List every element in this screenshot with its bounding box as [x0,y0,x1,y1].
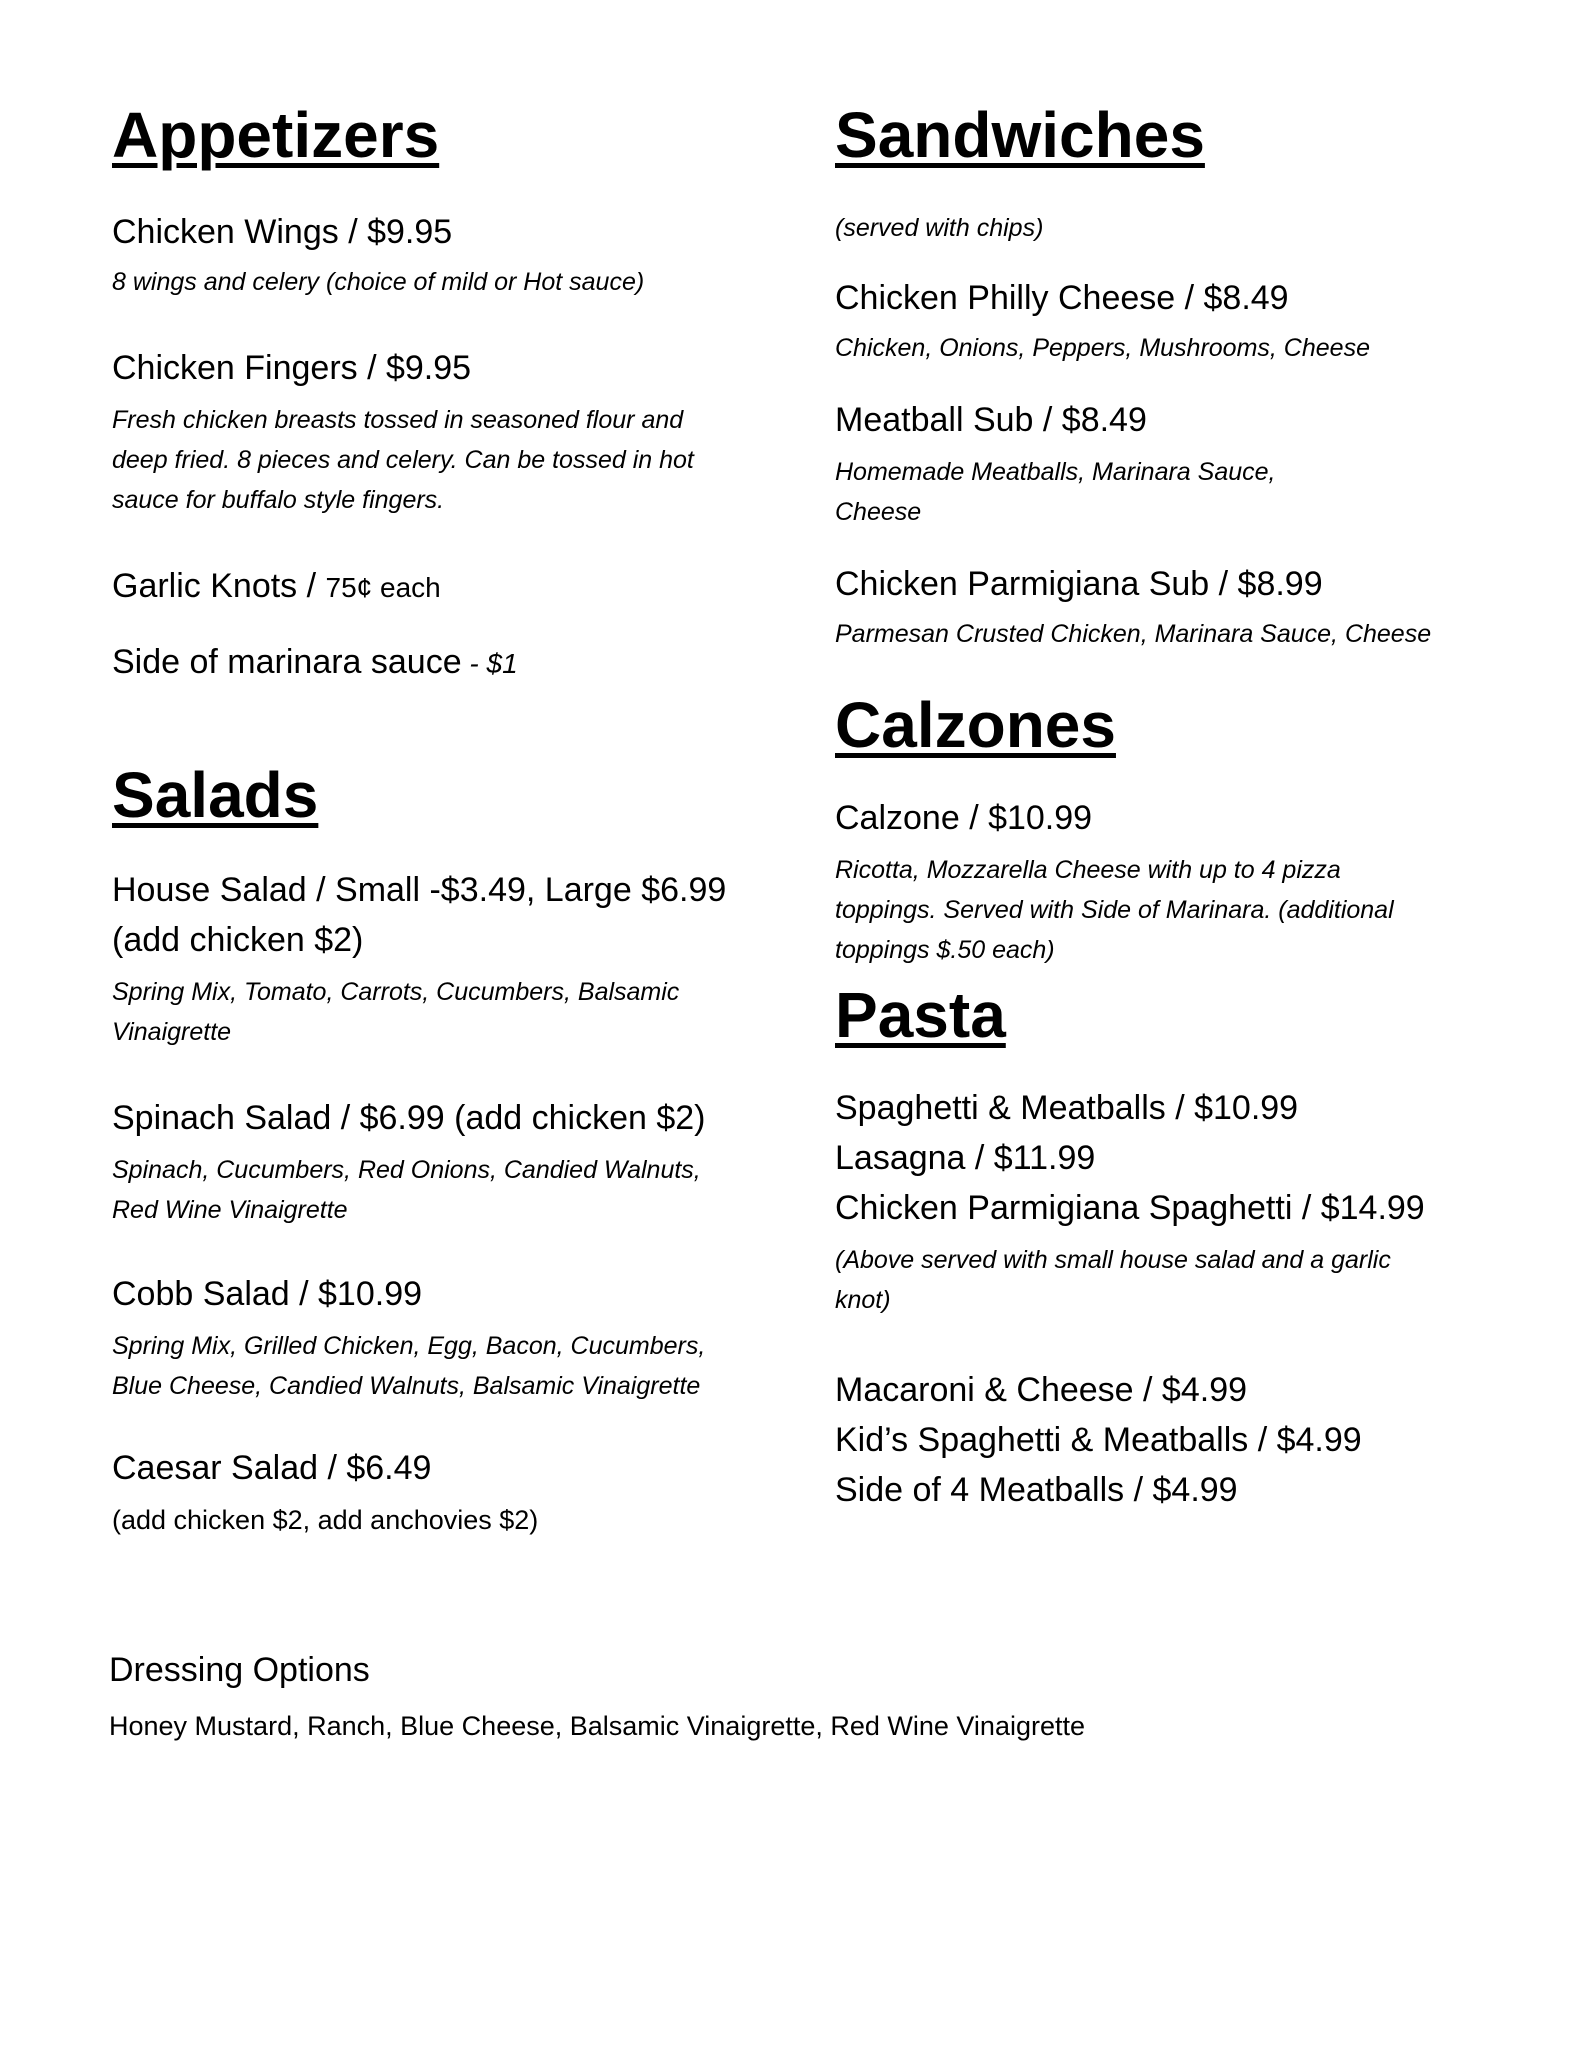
chicken-fingers-desc-2: deep fried. 8 pieces and celery. Can be tossed in hot [112,446,694,474]
marinara-side-price: - $1 [461,648,518,679]
calzones-heading: Calzones [835,689,1116,761]
pasta-item-spaghetti-meatballs: Spaghetti & Meatballs / $10.99 [835,1089,1299,1127]
marinara-side-item [112,640,518,686]
cobb-salad-desc-1: Spring Mix, Grilled Chicken, Egg, Bacon, Cucumbers, [112,1332,706,1360]
calzone-desc-2: toppings. Served with Side of Marinara. (additional [835,896,1394,924]
chicken-wings-item: Chicken Wings / $9.95 [112,213,453,251]
chicken-wings-desc: 8 wings and celery (choice of mild or Hot sauce) [112,268,645,296]
dressing-options-list: Honey Mustard, Ranch, Blue Cheese, Balsamic Vinaigrette, Red Wine Vinaigrette [109,1711,1086,1741]
salads-heading: Salads [112,759,319,831]
calzone-item: Calzone / $10.99 [835,799,1093,837]
chicken-philly-desc: Chicken, Onions, Peppers, Mushrooms, Cheese [835,334,1370,362]
cobb-salad-item: Cobb Salad / $10.99 [112,1275,423,1313]
appetizers-heading: Appetizers [112,99,440,171]
caesar-salad-extra: (add chicken $2, add anchovies $2) [112,1505,539,1535]
meatball-sub-item: Meatball Sub / $8.49 [835,401,1147,439]
caesar-salad-item: Caesar Salad / $6.49 [112,1449,432,1487]
chicken-philly-item: Chicken Philly Cheese / $8.49 [835,279,1289,317]
pasta-note-1: (Above served with small house salad and a garlic [835,1246,1391,1274]
pasta-item-kids-spaghetti: Kid’s Spaghetti & Meatballs / $4.99 [835,1421,1362,1459]
dressing-options-title: Dressing Options [109,1651,370,1689]
meatball-sub-desc-2: Cheese [835,498,922,526]
marinara-side-name: Side of marinara sauce [112,643,462,681]
pasta-item-side-meatballs: Side of 4 Meatballs / $4.99 [835,1471,1238,1509]
garlic-knots-item [112,564,441,610]
meatball-sub-desc-1: Homemade Meatballs, Marinara Sauce, [835,458,1276,486]
pasta-item-lasagna: Lasagna / $11.99 [835,1139,1096,1177]
pasta-item-macaroni-cheese: Macaroni & Cheese / $4.99 [835,1371,1248,1409]
sandwiches-note: (served with chips) [835,214,1044,242]
garlic-knots-price: 75¢ each [325,572,441,603]
chicken-parmigiana-sub-item: Chicken Parmigiana Sub / $8.99 [835,565,1323,603]
chicken-fingers-item: Chicken Fingers / $9.95 [112,349,472,387]
house-salad-extra: (add chicken $2) [112,921,364,959]
calzone-desc-1: Ricotta, Mozzarella Cheese with up to 4 pizza [835,856,1341,884]
cobb-salad-desc-2: Blue Cheese, Candied Walnuts, Balsamic Vinaigrette [112,1372,701,1400]
garlic-knots-name: Garlic Knots / [112,567,326,605]
sandwiches-heading: Sandwiches [835,99,1205,171]
chicken-parmigiana-sub-desc: Parmesan Crusted Chicken, Marinara Sauce, Cheese [835,620,1432,648]
pasta-item-chicken-parmigiana-spaghetti: Chicken Parmigiana Spaghetti / $14.99 [835,1189,1425,1227]
house-salad-desc-2: Vinaigrette [112,1018,232,1046]
spinach-salad-desc-2: Red Wine Vinaigrette [112,1196,348,1224]
chicken-fingers-desc-1: Fresh chicken breasts tossed in seasoned flour and [112,406,684,434]
pasta-heading: Pasta [835,979,1006,1051]
spinach-salad-desc-1: Spinach, Cucumbers, Red Onions, Candied Walnuts, [112,1156,701,1184]
pasta-note-2: knot) [835,1286,891,1314]
chicken-fingers-desc-3: sauce for buffalo style fingers. [112,486,445,514]
calzone-desc-3: toppings $.50 each) [835,936,1055,964]
spinach-salad-item: Spinach Salad / $6.99 (add chicken $2) [112,1099,706,1137]
house-salad-desc-1: Spring Mix, Tomato, Carrots, Cucumbers, Balsamic [112,978,680,1006]
house-salad-item: House Salad / Small -$3.49, Large $6.99 [112,871,727,909]
